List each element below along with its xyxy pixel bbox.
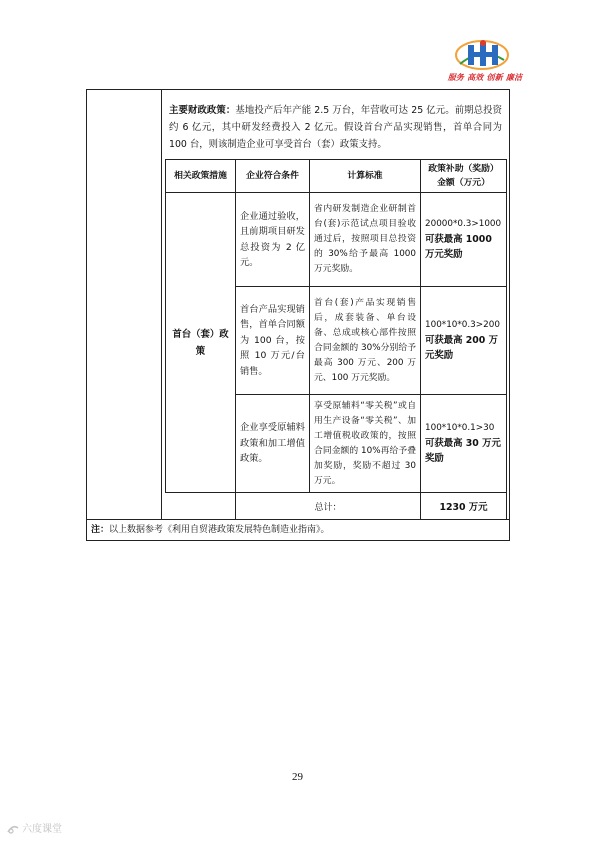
watermark-text: 六度课堂: [22, 824, 62, 835]
header-logo: [428, 38, 540, 86]
watermark: [6, 820, 62, 835]
amount-formula: 100*10*0.1>30: [425, 423, 495, 433]
policy-table: [165, 159, 507, 520]
total-label: 总计：: [236, 493, 421, 520]
header-measure: 相关政策措施: [166, 160, 236, 193]
amount-cell: [421, 395, 507, 493]
footnote-row: [87, 519, 509, 540]
standard-cell: 省内研发制造企业研制首台(套)示范试点项目验收通过后，按照项目总投资的 30%给予最高 1000 万元奖励。: [310, 193, 421, 287]
condition-cell: 企业通过验收，且前期项目研发总投资为 2 亿元。: [236, 193, 310, 287]
logo-slogan: 服务 高效 创新 廉洁: [447, 73, 523, 82]
paragraph-heading: 主要财政政策：: [169, 105, 236, 116]
measure-cell: 首台（套）政策: [166, 193, 236, 493]
amount-formula: 100*10*0.3>200: [425, 320, 500, 330]
amount-cell: [421, 193, 507, 287]
paragraph-body: 基地投产后年产能 2.5 万台，年营收可达 25 亿元。前期总投资约 6 亿元，其中研发经费投入 2 亿元。假设首台产品实现销售，首单合同为 100 台，则该制造企业可享受首台（套）政策支持。: [169, 105, 502, 150]
empty-cell: [166, 493, 236, 520]
condition-cell: 首台产品实现销售，首单合同额为 100 台，按照 10 万元/台销售。: [236, 287, 310, 395]
amount-formula: 20000*0.3>1000: [425, 219, 502, 229]
table-header-row: [166, 160, 507, 193]
note-label: 注：: [91, 525, 110, 535]
amount-award: 可获最高 1000 万元奖励: [425, 234, 492, 260]
note-text: 以上数据参考《利用自贸港政策发展特色制造业指南》。: [109, 525, 330, 535]
table-total-row: [166, 493, 507, 520]
header-condition: 企业符合条件: [236, 160, 310, 193]
amount-award: 可获最高 30 万元奖励: [425, 438, 501, 464]
fiscal-policy-paragraph: [169, 102, 502, 153]
page-number: 29: [292, 771, 303, 783]
header-amount: 政策补助（奖励）金额（万元）: [421, 160, 507, 193]
condition-cell: 企业享受原辅料政策和加工增值政策。: [236, 395, 310, 493]
watermark-logo-icon: [6, 823, 20, 835]
table-row: [166, 193, 507, 287]
header-standard: 计算标准: [310, 160, 421, 193]
amount-award: 可获最高 200 万元奖励: [425, 335, 498, 361]
left-blank-column: [87, 90, 162, 519]
total-value: 1230 万元: [421, 493, 507, 520]
standard-cell: 享受原辅料“零关税”或自用生产设备“零关税”、加工增值税收政策的，按照合同金额的 10%再给予叠加奖励，奖励不超过 30 万元。: [310, 395, 421, 493]
amount-cell: [421, 287, 507, 395]
logo-emblem-icon: [454, 38, 510, 72]
standard-cell: 首台(套)产品实现销售后，成套装备、单台设备、总成或核心部件按照合同金额的 30%分别给予最高 300 万元、200 万元、100 万元奖励。: [310, 287, 421, 395]
